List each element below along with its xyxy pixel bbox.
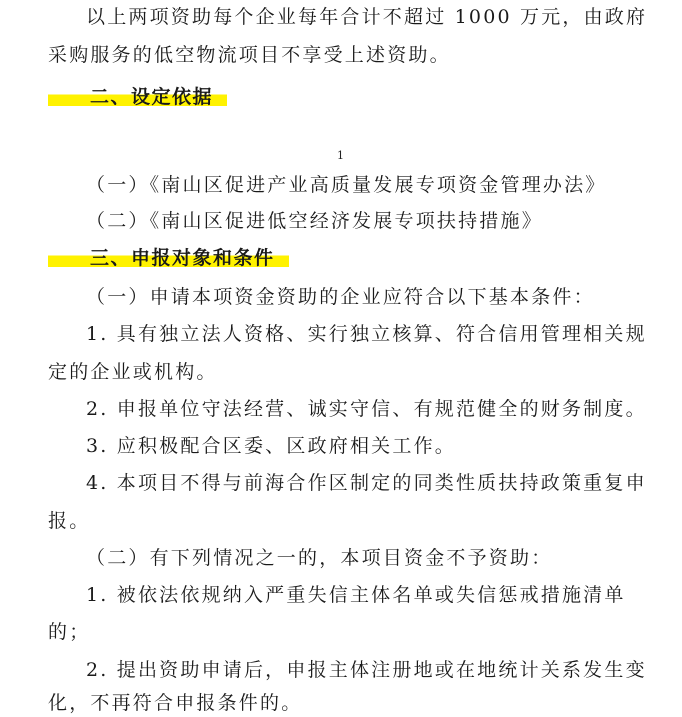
condition-line: 2. 申报单位守法经营、诚实守信、有规范健全的财务制度。 — [86, 398, 647, 420]
condition-line: 1. 具有独立法人资格、实行独立核算、符合信用管理相关规 — [86, 323, 647, 345]
section-heading-basis: 二、设定依据 — [48, 84, 227, 110]
conditions-intro: （一）申请本项资金资助的企业应符合以下基本条件： — [86, 286, 595, 308]
section-heading-eligibility: 三、申报对象和条件 — [48, 245, 289, 271]
exclusion-line: 1. 被依法依规纳入严重失信主体名单或失信惩戒措施清单 — [86, 584, 626, 606]
basis-item: （一）《南山区促进产业高质量发展专项资金管理办法》 — [86, 174, 607, 196]
paragraph-line: 采购服务的低空物流项目不享受上述资助。 — [48, 44, 451, 66]
condition-line: 定的企业或机构。 — [48, 361, 218, 383]
condition-line: 4. 本项目不得与前海合作区制定的同类性质扶持政策重复申 — [86, 472, 647, 494]
exclusion-line: 的； — [48, 621, 91, 643]
page-number: 1 — [337, 149, 344, 162]
exclusion-line: 2. 提出资助申请后，申报主体注册地或在地统计关系发生变 — [86, 659, 647, 681]
basis-item: （二）《南山区促进低空经济发展专项扶持措施》 — [86, 210, 543, 232]
exclusions-intro: （二）有下列情况之一的，本项目资金不予资助： — [86, 547, 553, 569]
exclusion-line: 化，不再符合申报条件的。 — [48, 692, 303, 714]
condition-line: 报。 — [48, 510, 91, 532]
paragraph-line: 以上两项资助每个企业每年合计不超过 1000 万元，由政府 — [86, 6, 648, 28]
condition-line: 3. 应积极配合区委、区政府相关工作。 — [86, 435, 456, 457]
